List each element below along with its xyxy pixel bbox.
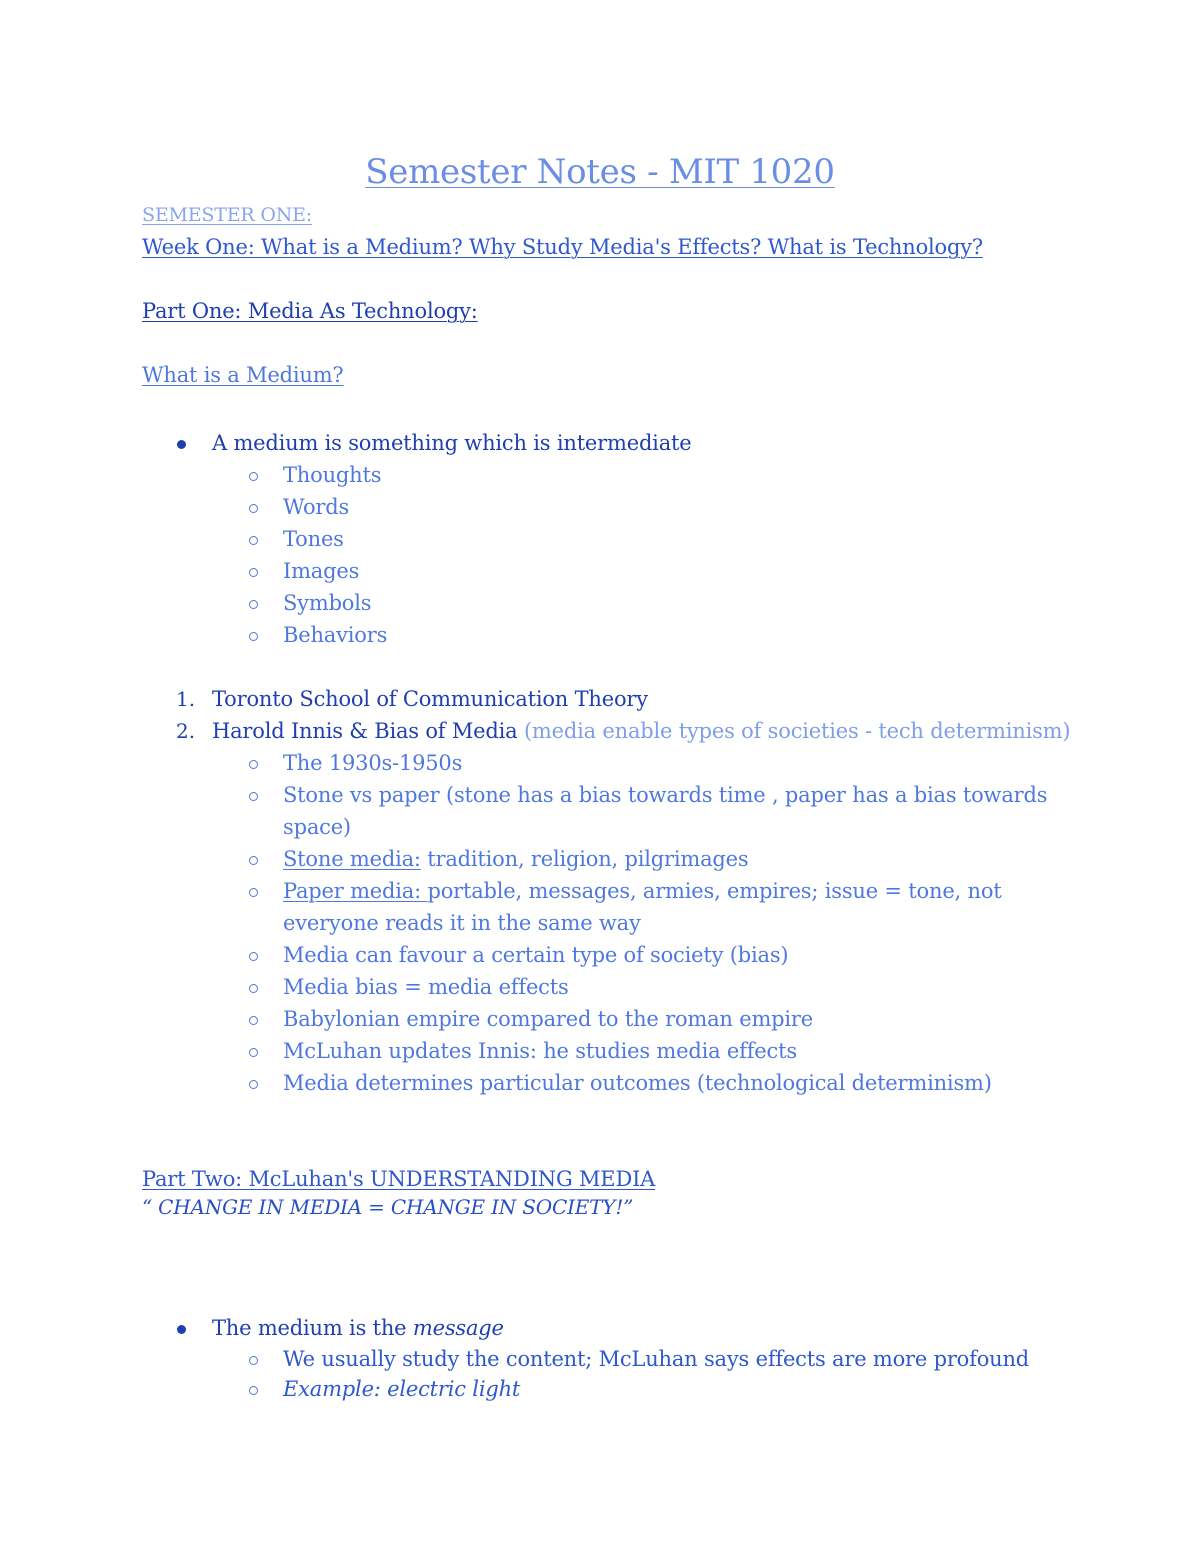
paper-media-label: Paper media: (283, 879, 428, 903)
list-item: Media can favour a certain type of society (bias) (283, 943, 789, 967)
circle-bullet-icon (249, 760, 258, 769)
list-item: The 1930s-1950s (283, 751, 463, 775)
slogan-quote: “ CHANGE IN MEDIA = CHANGE IN SOCIETY!” (142, 1195, 634, 1219)
list-item: Media bias = media effects (283, 975, 569, 999)
paper-media-text: portable, messages, armies, empires; issue = tone, not (427, 879, 1002, 903)
circle-bullet-icon (249, 1356, 258, 1365)
list-item-continued: everyone reads it in the same way (283, 911, 641, 935)
page-title: Semester Notes - MIT 1020 (365, 152, 835, 192)
circle-bullet-icon (249, 792, 258, 801)
list-item (283, 844, 748, 874)
circle-bullet-icon (249, 568, 258, 577)
innis-title: Harold Innis & Bias of Media (212, 719, 524, 743)
circle-bullet-icon (249, 600, 258, 609)
list-item: McLuhan updates Innis: he studies media effects (283, 1039, 797, 1063)
list-item: Media determines particular outcomes (technological determinism) (283, 1071, 992, 1095)
what-is-medium-heading: What is a Medium? (142, 363, 344, 387)
list-item-example: Example: electric light (283, 1377, 521, 1401)
list-item: We usually study the content; McLuhan says effects are more profound (283, 1347, 1030, 1371)
medium-message-text: The medium is the (212, 1316, 413, 1340)
innis-parenthetical: (media enable types of societies - tech determinism) (523, 719, 1071, 743)
circle-bullet-icon (249, 1386, 258, 1395)
bullet-icon (177, 440, 186, 449)
list-item: Symbols (283, 591, 372, 615)
numbered-item-innis (212, 716, 1070, 746)
circle-bullet-icon (249, 984, 258, 993)
circle-bullet-icon (249, 856, 258, 865)
bullet-medium-message (212, 1313, 504, 1343)
list-item-continued: space) (283, 815, 351, 839)
part-two-heading: Part Two: McLuhan's UNDERSTANDING MEDIA (142, 1167, 656, 1191)
stone-media-text: tradition, religion, pilgrimages (420, 847, 749, 871)
circle-bullet-icon (249, 1016, 258, 1025)
list-item: Tones (283, 527, 344, 551)
list-item: Babylonian empire compared to the roman empire (283, 1007, 813, 1031)
list-number: 1. (176, 687, 196, 711)
part-one-heading: Part One: Media As Technology: (142, 299, 478, 323)
stone-media-label: Stone media: (283, 847, 421, 871)
circle-bullet-icon (249, 504, 258, 513)
semester-heading: SEMESTER ONE: (142, 204, 312, 226)
list-item (283, 876, 1002, 906)
list-item: Images (283, 559, 360, 583)
bullet-icon (177, 1325, 186, 1334)
list-item: Behaviors (283, 623, 388, 647)
circle-bullet-icon (249, 1048, 258, 1057)
circle-bullet-icon (249, 1080, 258, 1089)
circle-bullet-icon (249, 632, 258, 641)
message-italic: message (412, 1316, 504, 1340)
bullet-medium-definition: A medium is something which is intermediate (212, 431, 692, 455)
list-item: Thoughts (283, 463, 382, 487)
circle-bullet-icon (249, 536, 258, 545)
list-item: Words (283, 495, 350, 519)
circle-bullet-icon (249, 952, 258, 961)
list-item: Stone vs paper (stone has a bias towards time , paper has a bias towards (283, 783, 1048, 807)
numbered-item-toronto: Toronto School of Communication Theory (212, 687, 648, 711)
circle-bullet-icon (249, 888, 258, 897)
list-number: 2. (176, 719, 196, 743)
week-heading: Week One: What is a Medium? Why Study Media's Effects? What is Technology? (142, 235, 983, 259)
circle-bullet-icon (249, 472, 258, 481)
